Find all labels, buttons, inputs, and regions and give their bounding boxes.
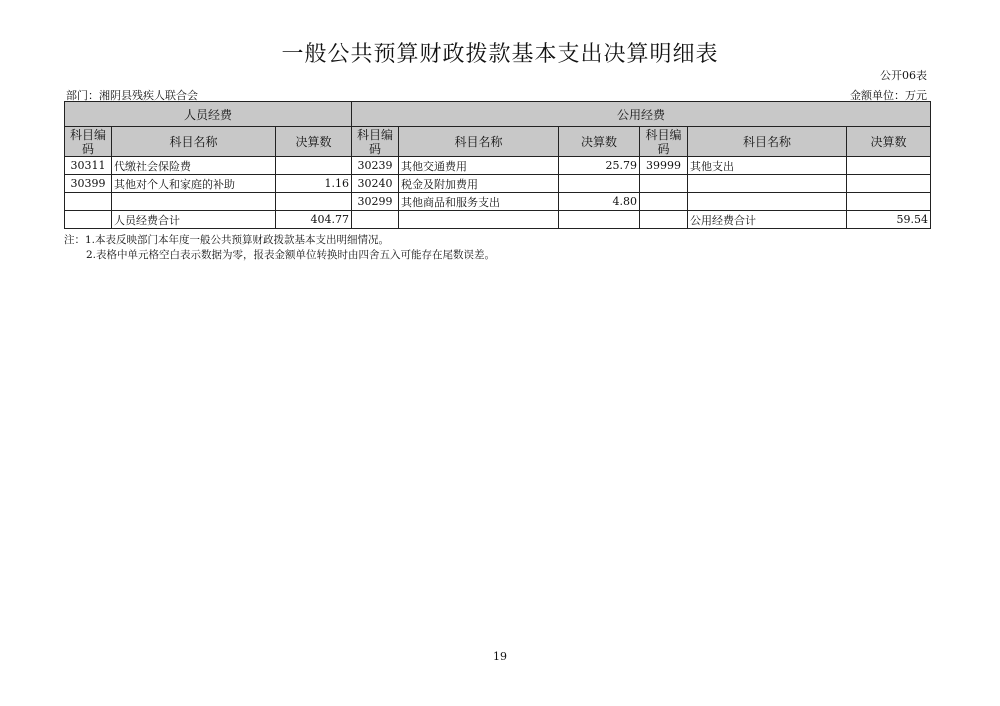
- personnel-name-cell: 代缴社会保险费: [112, 157, 276, 175]
- page-number: 19: [493, 650, 507, 663]
- public-name-cell: 其他商品和服务支出: [399, 193, 559, 211]
- personnel-amount-cell: [276, 157, 352, 175]
- public-amount-cell: [847, 157, 931, 175]
- personnel-amount-cell: 1.16: [276, 175, 352, 193]
- public-name-cell: 税金及附加费用: [399, 175, 559, 193]
- public-amount-cell: 4.80: [559, 193, 640, 211]
- public-code-cell: 30299: [352, 193, 399, 211]
- table-row: [65, 157, 931, 175]
- personnel-amount-cell: [276, 193, 352, 211]
- public-amount-cell: 25.79: [559, 157, 640, 175]
- footnotes: [64, 233, 495, 263]
- column-header-name: 科目名称: [688, 127, 847, 157]
- group-header-personnel: 人员经费: [65, 102, 352, 127]
- public-name-cell: 其他支出: [688, 157, 847, 175]
- personnel-code-cell: [65, 193, 112, 211]
- public-total-amount: 59.54: [847, 211, 931, 229]
- public-name-cell: 其他交通费用: [399, 157, 559, 175]
- public-code-cell: 30240: [352, 175, 399, 193]
- public-amount-cell: [847, 193, 931, 211]
- public-code-cell: 30239: [352, 157, 399, 175]
- public-amount-cell: [559, 175, 640, 193]
- footnote: 注：1.本表反映部门本年度一般公共预算财政拨款基本支出明细情况。: [64, 234, 390, 246]
- department-label: 部门：湘阴县残疾人联合会: [66, 89, 198, 102]
- footnote: 2.表格中单元格空白表示数据为零，报表金额单位转换时由四舍五入可能存在尾数误差。: [86, 249, 496, 261]
- empty-cell: [640, 211, 688, 229]
- column-header-amount: 决算数: [276, 127, 352, 157]
- column-header-amount: 决算数: [847, 127, 931, 157]
- form-number: 公开06表: [880, 69, 927, 82]
- empty-cell: [352, 211, 399, 229]
- public-amount-cell: [847, 175, 931, 193]
- public-total-label: 公用经费合计: [688, 211, 847, 229]
- empty-cell: [65, 211, 112, 229]
- amount-unit-label: 金额单位：万元: [850, 89, 927, 102]
- personnel-code-cell: 30399: [65, 175, 112, 193]
- personnel-total-label: 人员经费合计: [112, 211, 276, 229]
- personnel-code-cell: 30311: [65, 157, 112, 175]
- page-title: 一般公共预算财政拨款基本支出决算明细表: [281, 42, 719, 67]
- column-header-amount: 决算数: [559, 127, 640, 157]
- public-code-cell: [640, 193, 688, 211]
- public-name-cell: [688, 175, 847, 193]
- personnel-name-cell: 其他对个人和家庭的补助: [112, 175, 276, 193]
- table-row: [65, 193, 931, 211]
- public-code-cell: 39999: [640, 157, 688, 175]
- empty-cell: [399, 211, 559, 229]
- column-header-code: 科目编码: [640, 127, 688, 157]
- column-header-name: 科目名称: [112, 127, 276, 157]
- personnel-name-cell: [112, 193, 276, 211]
- table-row: [65, 175, 931, 193]
- column-header-name: 科目名称: [399, 127, 559, 157]
- column-header-code: 科目编码: [352, 127, 399, 157]
- column-header-code: 科目编码: [65, 127, 112, 157]
- public-name-cell: [688, 193, 847, 211]
- personnel-total-amount: 404.77: [276, 211, 352, 229]
- empty-cell: [559, 211, 640, 229]
- totals-row: [65, 211, 931, 229]
- expenditure-detail-table: [64, 101, 931, 229]
- group-header-public: 公用经费: [352, 102, 931, 127]
- public-code-cell: [640, 175, 688, 193]
